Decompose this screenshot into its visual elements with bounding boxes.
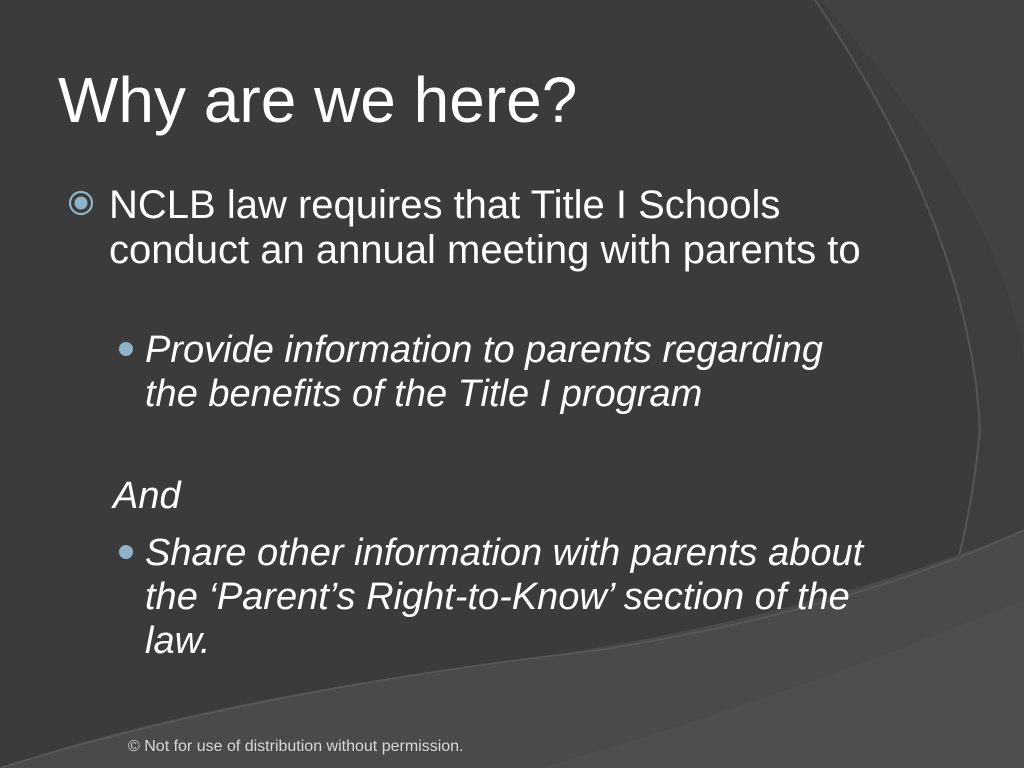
filled-circle-icon — [119, 545, 133, 559]
slide-title: Why are we here? — [58, 64, 578, 136]
main-bullet-text: NCLB law requires that Title I Schools conduct an annual meeting with parents to — [109, 183, 861, 272]
sub-bullet-2-text: Share other information with parents about the ‘Parent’s Right-to-Know’ section of the law. — [145, 532, 864, 662]
sub-bullet-1-text: Provide information to parents regarding the benefits of the Title I program — [145, 329, 824, 415]
footer-copyright: © Not for use of distribution without permission. — [128, 738, 464, 755]
circled-dot-icon — [68, 190, 94, 216]
filled-circle-icon — [119, 342, 133, 356]
connector-text: And — [113, 475, 181, 517]
